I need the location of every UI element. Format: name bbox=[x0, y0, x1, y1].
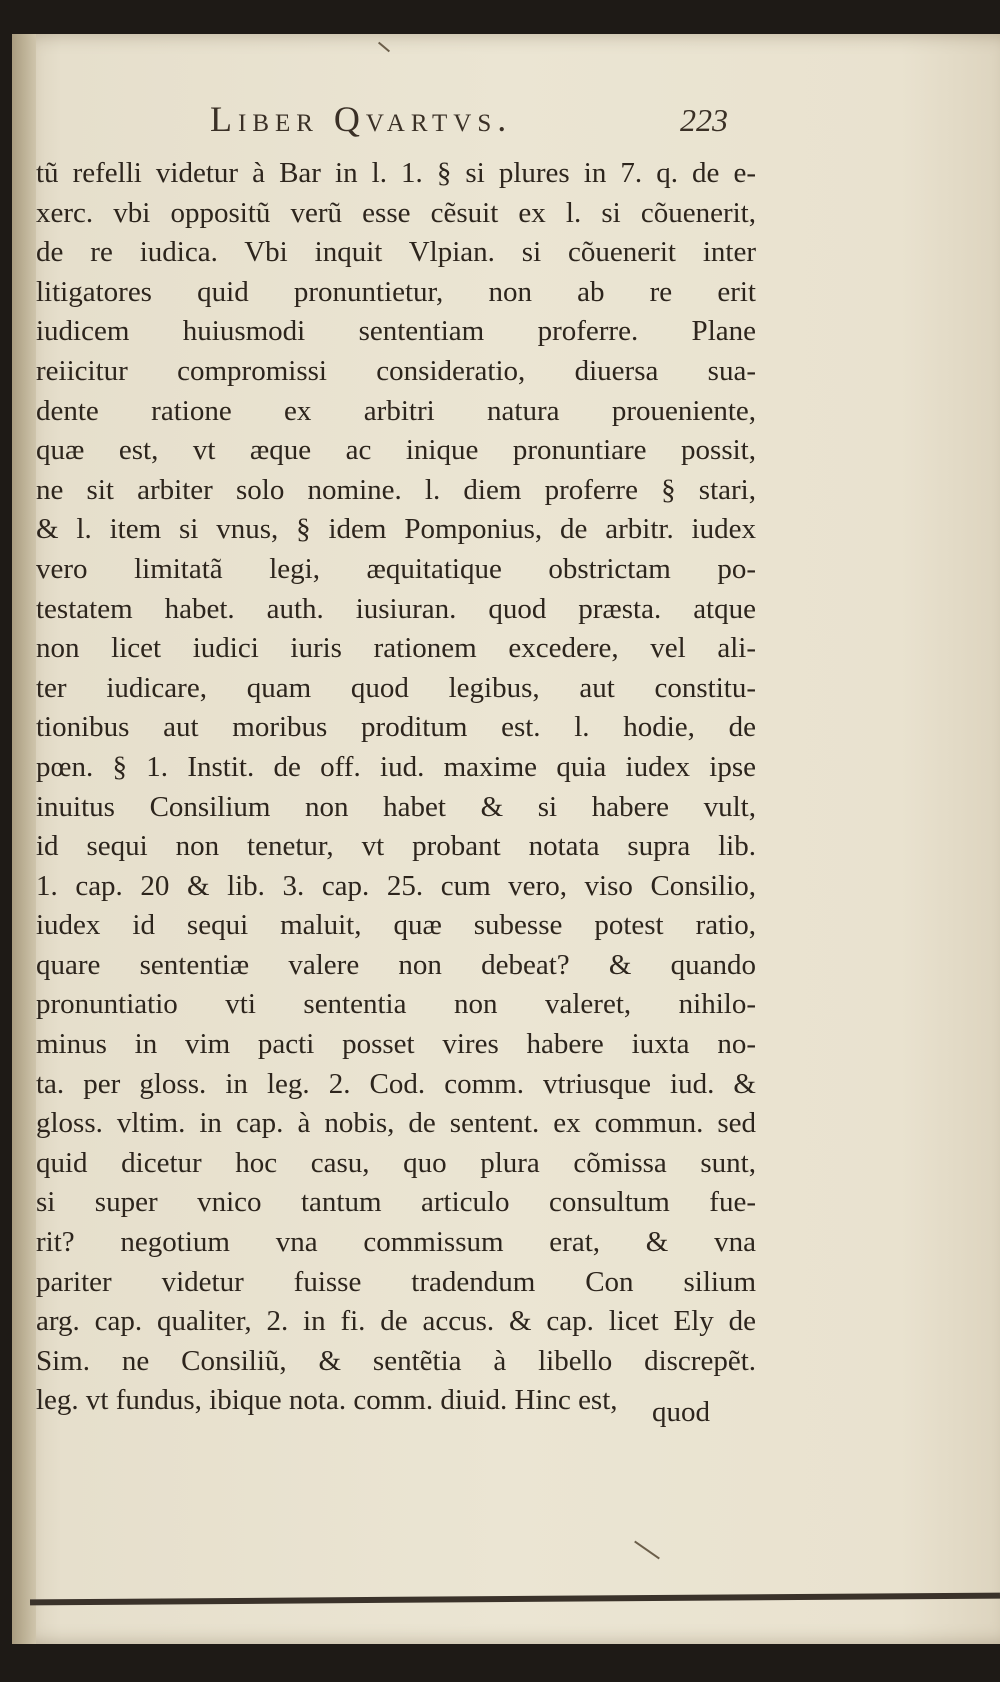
text-line: Sim. ne Consiliũ, & sentẽtia à libello discrepẽt. bbox=[36, 1344, 756, 1377]
text-line: iudicem huiusmodi sententiam proferre. Plane bbox=[36, 315, 756, 348]
text-line: pœn. § 1. Instit. de off. iud. maxime quia iudex ipse bbox=[36, 750, 756, 783]
text-line: & l. item si vnus, § idem Pomponius, de arbitr. iudex bbox=[36, 513, 756, 546]
paper-mark bbox=[634, 1541, 660, 1560]
text-line: quæ est, vt æque ac inique pronuntiare possit, bbox=[36, 434, 756, 467]
text-line: dente ratione ex arbitri natura proueniente, bbox=[36, 394, 756, 427]
page-header bbox=[12, 98, 1000, 158]
text-line: gloss. vltim. in cap. à nobis, de sentent. ex commun. sed bbox=[36, 1107, 756, 1140]
text-line: si super vnico tantum articulo consultum fue- bbox=[36, 1186, 756, 1219]
text-line: vero limitatã legi, æquitatique obstrictam po- bbox=[36, 552, 756, 585]
text-line: iudex id sequi maluit, quæ subesse potest ratio, bbox=[36, 909, 756, 942]
page-gutter bbox=[12, 34, 36, 1644]
text-line: quare sententiæ valere non debeat? & quando bbox=[36, 948, 756, 981]
paper-mark bbox=[378, 42, 390, 53]
text-line: ta. per gloss. in leg. 2. Cod. comm. vtriusque iud. & bbox=[36, 1067, 756, 1100]
book-page bbox=[12, 34, 1000, 1644]
text-line: tionibus aut moribus proditum est. l. hodie, de bbox=[36, 711, 756, 744]
catchword: quod bbox=[652, 1396, 710, 1428]
text-line: non licet iudici iuris rationem excedere, vel ali- bbox=[36, 632, 756, 665]
text-line: id sequi non tenetur, vt probant notata supra lib. bbox=[36, 830, 756, 863]
text-line: pronuntiatio vti sententia non valeret, nihilo- bbox=[36, 988, 756, 1021]
text-line: reiicitur compromissi consideratio, diuersa sua- bbox=[36, 354, 756, 387]
text-line: rit? negotium vna commissum erat, & vna bbox=[36, 1226, 756, 1259]
text-line: testatem habet. auth. iusiuran. quod præsta. atque bbox=[36, 592, 756, 625]
text-line: tũ refelli videtur à Bar in l. 1. § si plures in 7. q. de e- bbox=[36, 157, 756, 189]
text-line: xerc. vbi oppositũ verũ esse cẽsuit ex l. si cõuenerit, bbox=[36, 196, 756, 229]
text-line: 1. cap. 20 & lib. 3. cap. 25. cum vero, viso Consilio, bbox=[36, 869, 756, 902]
body-text bbox=[36, 154, 756, 1421]
text-line: ne sit arbiter solo nomine. l. diem proferre § stari, bbox=[36, 473, 756, 506]
text-line: inuitus Consilium non habet & si habere vult, bbox=[36, 790, 756, 823]
text-line: quid dicetur hoc casu, quo plura cõmissa sunt, bbox=[36, 1146, 756, 1179]
running-head: Liber Qvartvs. bbox=[210, 99, 513, 139]
text-line: minus in vim pacti posset vires habere iuxta no- bbox=[36, 1028, 756, 1061]
text-line: arg. cap. qualiter, 2. in fi. de accus. & cap. licet Ely de bbox=[36, 1305, 756, 1338]
text-line: de re iudica. Vbi inquit Vlpian. si cõuenerit inter bbox=[36, 236, 756, 269]
text-line: leg. vt fundus, ibique nota. comm. diuid. Hinc est, bbox=[36, 1384, 618, 1417]
text-line: ter iudicare, quam quod legibus, aut constitu- bbox=[36, 671, 756, 704]
page-number: 223 bbox=[680, 102, 728, 138]
text-line: litigatores quid pronuntietur, non ab re erit bbox=[36, 275, 756, 308]
text-line: pariter videtur fuisse tradendum Con silium bbox=[36, 1265, 756, 1298]
